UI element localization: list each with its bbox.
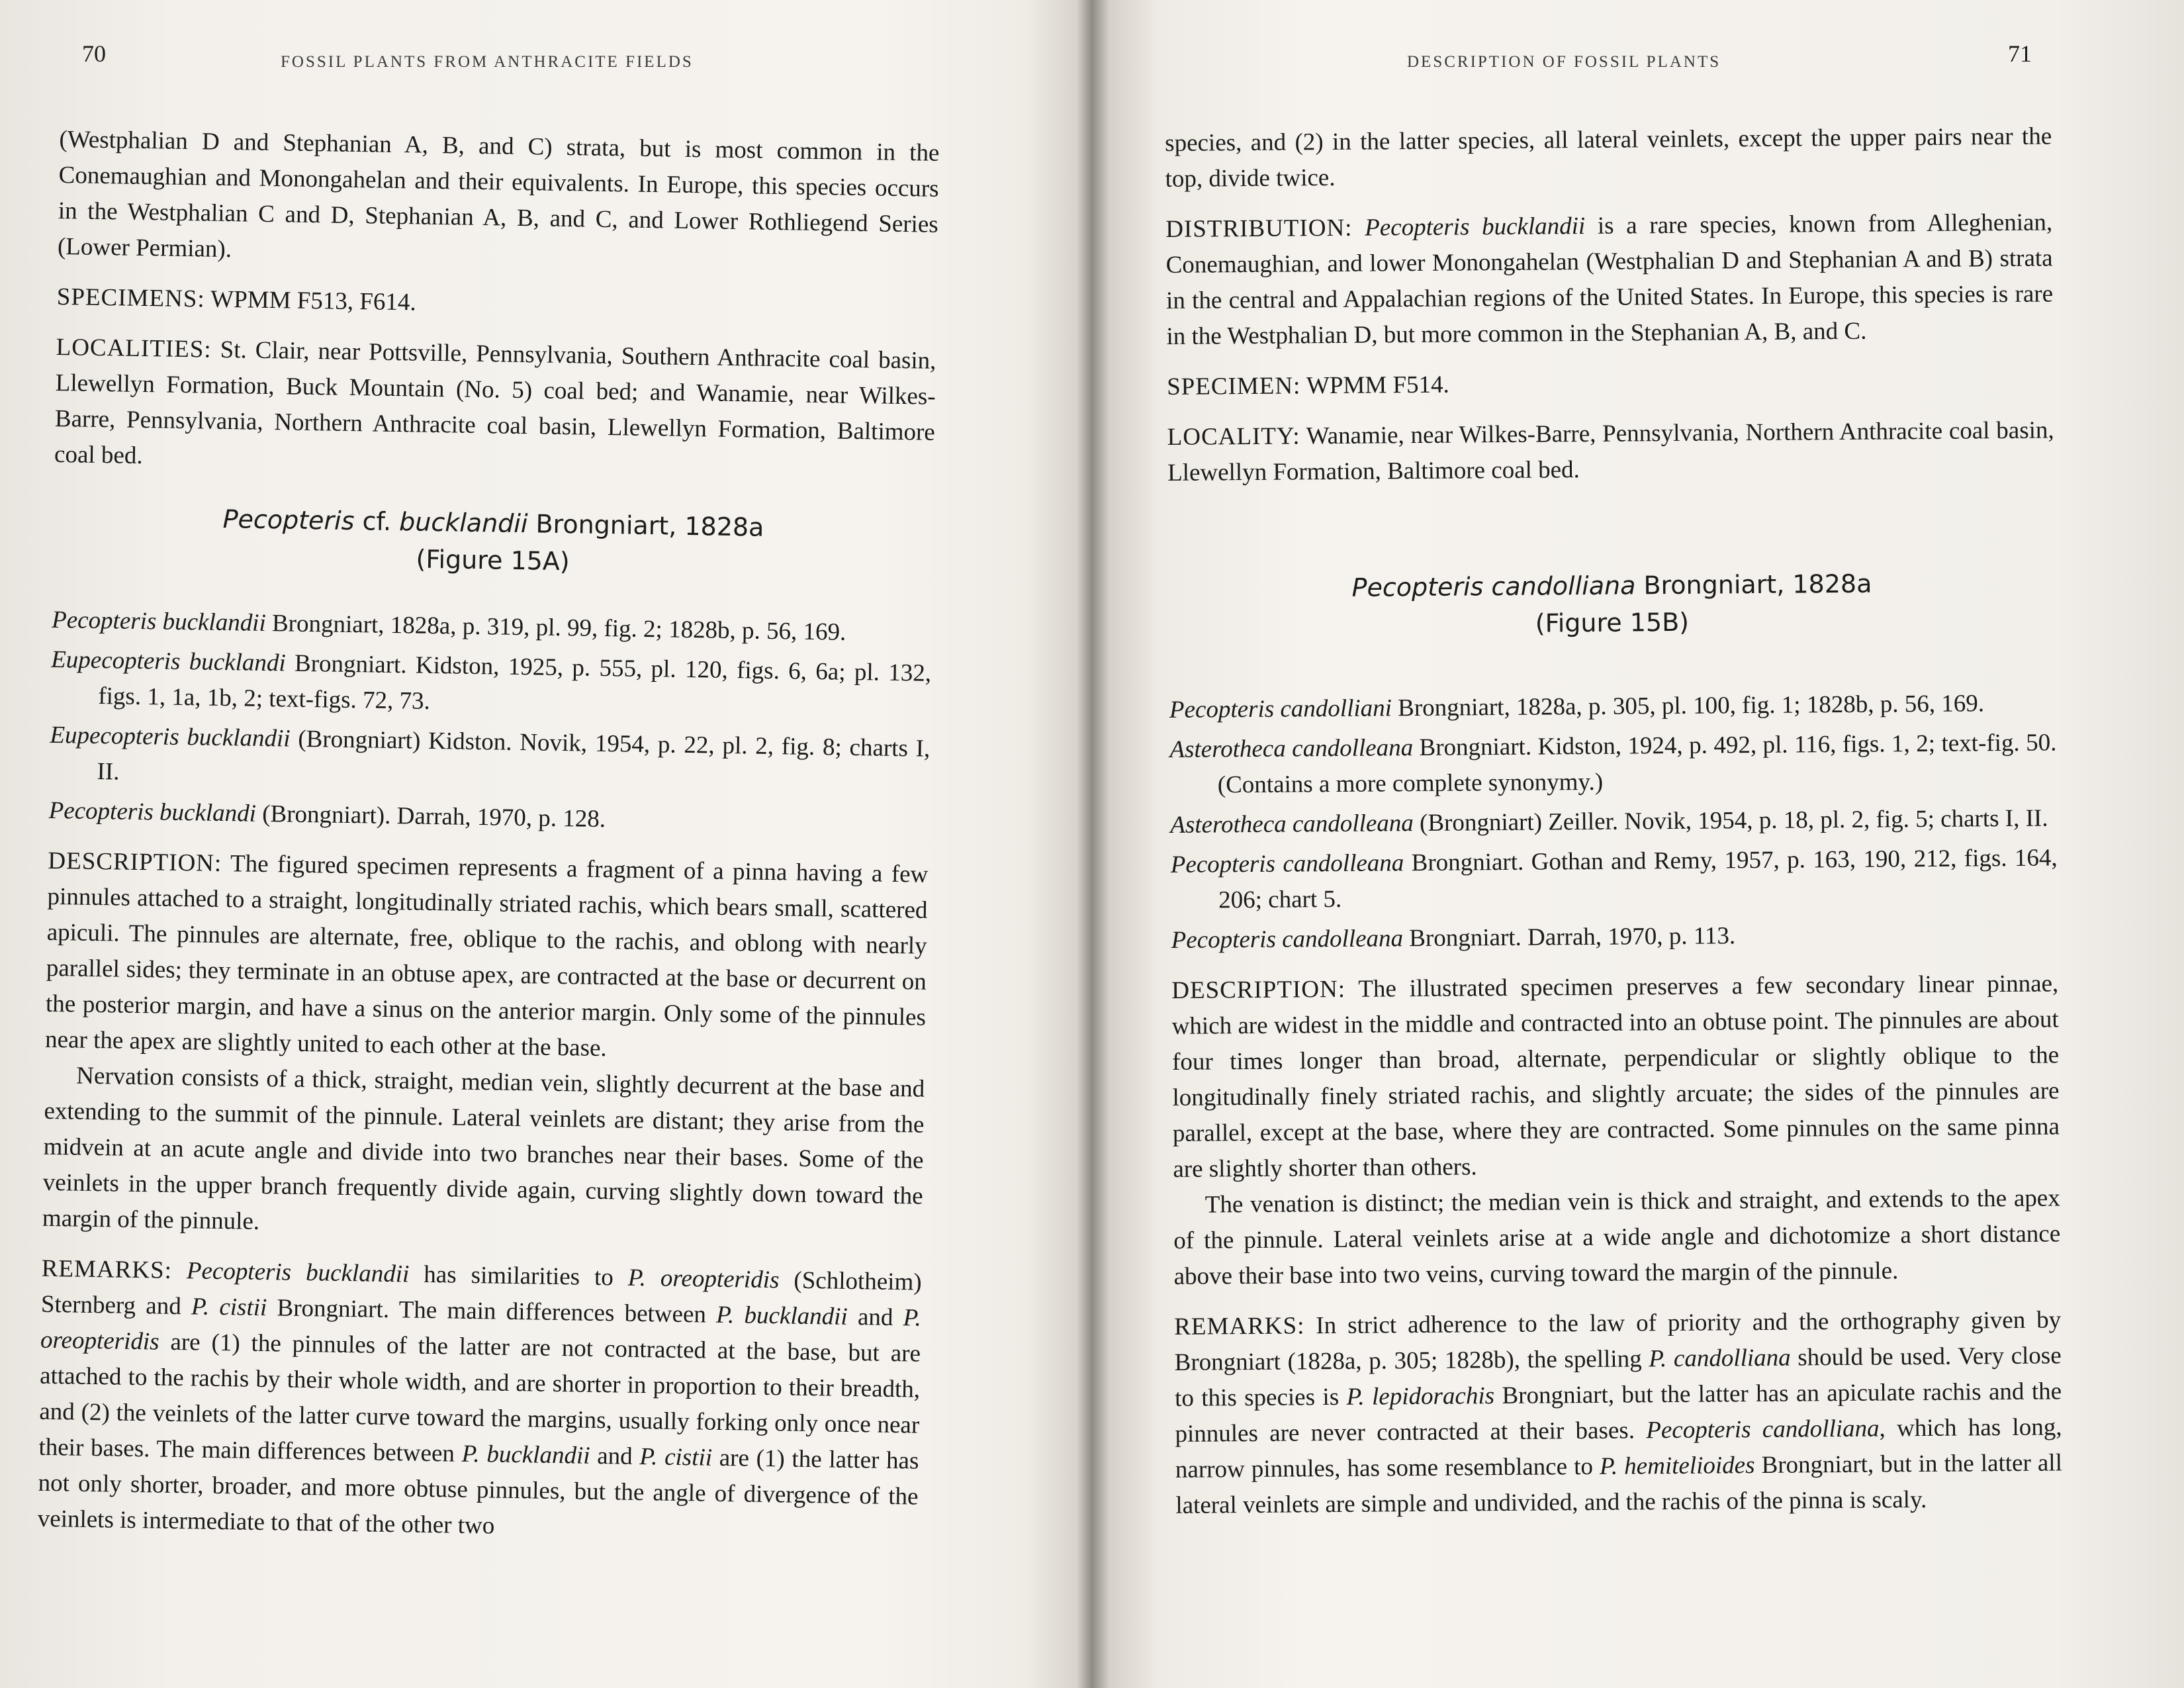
remarks-text: Brongniart, but the latter has an apiculate rachis and the pinnules are never contracted at their bases.	[1175, 1378, 2062, 1448]
taxon-name: P. oreopteridis	[40, 1304, 922, 1356]
nervation-paragraph: Nervation consists of a thick, straight, median vein, slightly decurrent at the base and extending to the summit of the pinnule. Lateral veinlets are distant; they arise from the midvein at an acute angle and divide into two branches near their bases. Some of the veinlets in the upper branch frequently divide again, curving slightly down toward the margin of the pinnule.	[42, 1062, 925, 1235]
synonym-reference: Brongniart, 1828a, p. 305, pl. 100, fig. 1; 1828b, p. 56, 169.	[1391, 690, 1985, 722]
synonym-reference: Brongniart. Darrah, 1970, p. 113.	[1402, 922, 1736, 953]
remarks-text: and	[847, 1303, 904, 1332]
running-head: DESCRIPTION OF FOSSIL PLANTS	[1407, 53, 1721, 71]
description-label: DESCRIPTION:	[48, 847, 222, 877]
synonym-name: Eupecopteris bucklandi	[50, 645, 287, 677]
specimens-paragraph	[56, 279, 937, 329]
remarks-text: In strict adherence to the law of priority and the orthography given by Brongniart (1828a, p. 305; 1828b), the spelling	[1174, 1306, 2062, 1376]
localities-label: LOCALITIES:	[56, 333, 212, 363]
distribution-label: DISTRIBUTION:	[1165, 214, 1353, 243]
heading-species: bucklandii	[398, 507, 528, 539]
locality-paragraph	[1167, 412, 2054, 491]
heading-figure: (Figure 15A)	[416, 544, 570, 577]
remarks-text	[172, 1257, 187, 1284]
description-text: The figured specimen represents a fragment of a pinna having a few pinnules attached to a straight, longitudinally striated rachis, which bears small, scattered apiculi. The pinnules are alternate, free, oblique to the rachis, and oblong with nearly parallel sides; they terminate in an obtuse apex, are contracted at the base or decurrent on the posterior margin, and have a sinus on the anterior margin. Only some of the pinnules near the apex are slightly united to each other at the base.	[44, 849, 929, 1062]
remarks-text: are (1) the latter has not only shorter, broader, and more obtuse pinnules, but the angle of divergence of the veinlets is intermediate to that of the other two	[37, 1444, 919, 1540]
remarks-label: REMARKS:	[41, 1254, 173, 1284]
species-heading	[1168, 563, 2056, 645]
remarks-text: are (1) the pinnules of the latter are not contracted at the base, but are attached to the rachis by their whole width, and are shorter in proportion to their breadth, and (2) the veinlets of the latter curve toward the margins, usually forking only once near their bases. The main differences between	[38, 1328, 921, 1468]
synonym-reference: Brongniart. Kidston, 1925, p. 555, pl. 120, figs. 6, 6a; pl. 132, figs. 1, 1a, 1b, 2; text-figs. 72, 73.	[98, 649, 932, 715]
heading-figure: (Figure 15B)	[1535, 607, 1690, 638]
distribution-text: is a rare species, known from Alleghenian, Conemaughian, and lower Monongahelan (Westphalian D and Stephanian A and B) strata in the central and Appalachian regions of the United States. In Europe, this species is rare in the Westphalian D, but more common in the Stephanian A, B, and C.	[1165, 209, 2054, 350]
synonym-name: Pecopteris candolleana	[1171, 925, 1404, 954]
synonym-name: Asterotheca candolleana	[1169, 734, 1414, 763]
heading-cf: cf.	[354, 506, 400, 537]
synonym-entry	[1171, 915, 2058, 959]
left-page	[0, 0, 1085, 1688]
specimens-label: SPECIMENS:	[56, 283, 205, 313]
taxon-name: Pecopteris candolliana	[1646, 1415, 1880, 1444]
synonym-reference: (Brongniart). Darrah, 1970, p. 128.	[255, 800, 606, 833]
synonym-entry	[1169, 685, 2056, 728]
venation-paragraph: The venation is distinct; the median vein is thick and straight, and extends to the apex of the pinnule. Lateral veinlets arise at a wide angle and dichotomize a short distance above their base into two veins, curving toward the margin of the pinnule.	[1173, 1184, 2061, 1290]
distribution-paragraph	[1165, 205, 2054, 355]
heading-author: Brongniart, 1828a	[527, 509, 764, 542]
description-text: The illustrated specimen preserves a few secondary linear pinnae, which are widest in the middle and contracted into an obtuse point. The pinnules are about four times longer than broad, alternate, perpendicular or slightly oblique to the longitudinally finely striated rachis, and slightly arcuate; the sides of the pinnules are parallel, except at the base, where they are contracted. Some pinnules on the same pinna are slightly shorter than others.	[1171, 970, 2060, 1183]
heading-name: Pecopteris candolliana	[1351, 571, 1636, 602]
remarks-text: has similarities to	[409, 1260, 629, 1291]
synonym-name: Eupecopteris bucklandii	[50, 721, 291, 753]
synonymy-list	[1169, 685, 2058, 959]
synonym-reference: Brongniart. Kidston, 1924, p. 492, pl. 116, figs. 1, 2; text-fig. 50. (Contains a more complete synonymy.)	[1217, 729, 2057, 799]
synonym-reference: Brongniart. Gothan and Remy, 1957, p. 163, 190, 212, figs. 164, 206; chart 5.	[1218, 844, 2058, 914]
taxon-name: P. cistii	[639, 1443, 713, 1472]
synonym-entry	[1171, 840, 2058, 919]
synonym-reference: (Brongniart) Zeiller. Novik, 1954, p. 18, pl. 2, fig. 5; charts I, II.	[1413, 804, 2048, 837]
taxon-name: P. hemitelioides	[1599, 1452, 1755, 1480]
synonym-entry	[50, 642, 932, 727]
specimens-text: WPMM F513, F614.	[205, 285, 416, 316]
running-head: FOSSIL PLANTS FROM ANTHRACITE FIELDS	[281, 53, 694, 71]
synonym-name: Asterotheca candolleana	[1170, 810, 1414, 839]
localities-paragraph	[54, 330, 936, 487]
taxon-name: P. candolliana	[1649, 1344, 1791, 1373]
remarks-text: (Schlotheim) Sternberg and	[40, 1266, 922, 1321]
species-heading	[52, 498, 934, 586]
description-label: DESCRIPTION:	[1171, 975, 1346, 1004]
synonym-name: Pecopteris bucklandi	[48, 796, 257, 827]
synonym-reference: (Brongniart) Kidston. Novik, 1954, p. 22, pl. 2, fig. 8; charts I, II.	[97, 725, 931, 786]
locality-label: LOCALITY:	[1167, 422, 1300, 451]
taxon-name: P. bucklandii	[715, 1301, 848, 1331]
localities-text: St. Clair, near Pottsville, Pennsylvania, Southern Anthracite coal basin, Llewellyn Formation, Buck Mountain (No. 5) coal bed; and Wanamie, near Wilkes-Barre, Pennsylvania, Northern Anthracite coal basin, Llewellyn Formation, Baltimore coal bed.	[54, 336, 936, 470]
taxon-name: P. bucklandii	[461, 1440, 590, 1470]
taxon-name: P. lepidorachis	[1346, 1382, 1495, 1411]
synonym-name: Pecopteris candolliani	[1169, 694, 1392, 724]
synonymy-list	[48, 602, 932, 843]
remarks-paragraph	[1174, 1302, 2063, 1524]
intro-paragraph: (Westphalian D and Stephanian A, B, and C) strata, but is most common in the Conemaughian and Monongahelan and their equivalents. In Europe, this species occurs in the Westphalian C and D, Stephanian A, B, and C, and Lower Rothliegend Series (Lower Permian).	[57, 125, 940, 263]
remarks-paragraph	[37, 1251, 922, 1551]
remarks-text: , which has long, narrow pinnules, has some resemblance to	[1175, 1413, 2062, 1483]
right-page-body	[1165, 118, 2063, 1538]
taxon-name: P. cistii	[191, 1293, 267, 1322]
synonym-entry	[49, 718, 931, 803]
synonym-reference: Brongniart, 1828a, p. 319, pl. 99, fig. 2; 1828b, p. 56, 169.	[265, 609, 846, 646]
right-page	[1099, 0, 2184, 1688]
remarks-text: Brongniart, but in the latter all lateral veinlets are simple and undivided, and the rachis of the pinna is scaly.	[1175, 1449, 2063, 1519]
specimen-text: WPMM F514.	[1300, 371, 1449, 400]
synonym-entry	[1169, 725, 2057, 804]
synonym-name: Pecopteris candolleana	[1170, 849, 1404, 878]
description-paragraph	[45, 843, 929, 1072]
taxon-name: Pecopteris bucklandii	[1364, 212, 1586, 242]
synonym-name: Pecopteris bucklandii	[51, 606, 267, 637]
intro-paragraph: species, and (2) in the latter species, all lateral veinlets, except the upper pairs near the top, divide twice.	[1165, 122, 2052, 193]
left-page-body	[37, 122, 940, 1566]
distribution-text	[1352, 214, 1365, 242]
remarks-text: and	[590, 1442, 640, 1471]
specimen-paragraph	[1167, 362, 2054, 405]
heading-author: Brongniart, 1828a	[1635, 569, 1872, 600]
remarks-text: should be used. Very close to this species is	[1174, 1342, 2062, 1412]
taxon-name: P. oreopteridis	[627, 1264, 780, 1294]
specimen-label: SPECIMEN:	[1166, 372, 1301, 400]
remarks-text: Brongniart. The main differences between	[267, 1294, 717, 1329]
taxon-name: Pecopteris bucklandii	[186, 1257, 410, 1288]
heading-genus: Pecopteris	[222, 504, 355, 536]
locality-text: Wanamie, near Wilkes-Barre, Pennsylvania, Northern Anthracite coal basin, Llewellyn Formation, Baltimore coal bed.	[1167, 416, 2054, 487]
description-paragraph	[1171, 966, 2060, 1188]
remarks-label: REMARKS:	[1174, 1312, 1305, 1340]
page-number: 70	[82, 40, 106, 67]
synonym-entry	[1170, 800, 2057, 843]
page-number: 71	[2008, 40, 2032, 67]
